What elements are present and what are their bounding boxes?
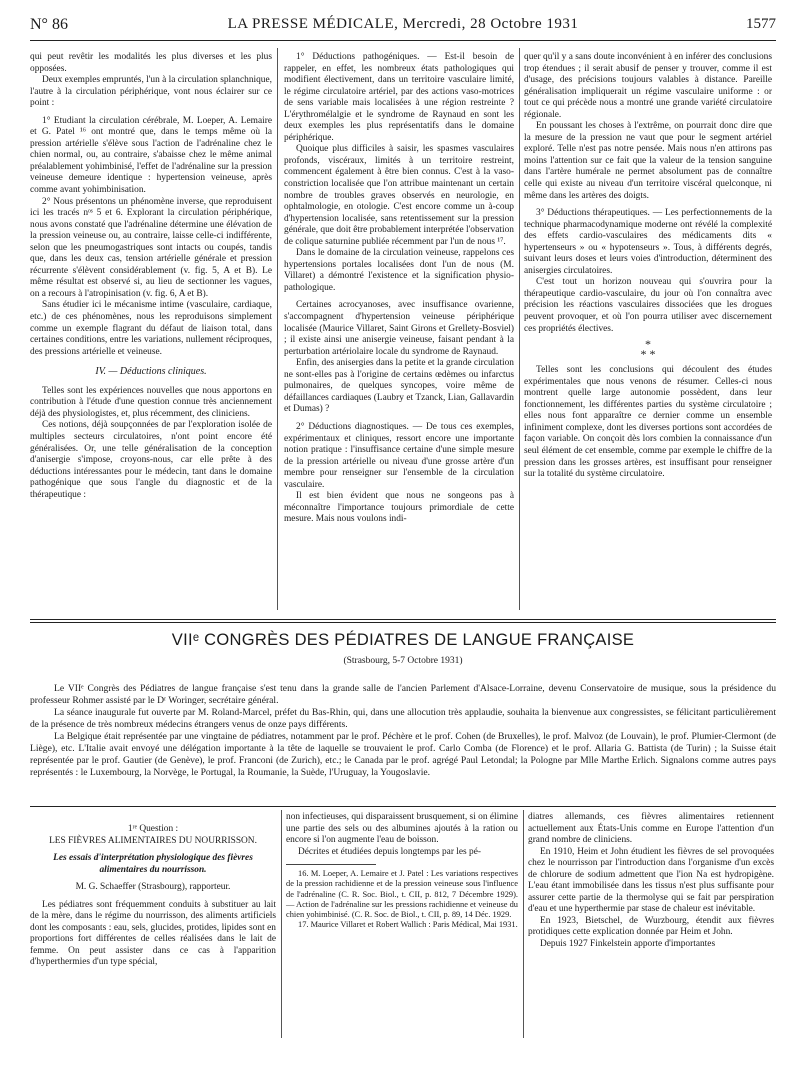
congress-column-3 xyxy=(528,812,774,951)
paragraph: Décrites et étudiées depuis longtemps par les pé- xyxy=(298,846,482,857)
article-column-1 xyxy=(30,52,272,501)
paragraph: Deux exemples empruntés, l'un à la circulation splanchnique, l'autre à la circulation périphérique, vont nous éclairer sur ce point : xyxy=(30,75,273,109)
section-rule xyxy=(30,622,776,623)
congress-column-2 xyxy=(286,812,518,930)
article-column-2 xyxy=(284,52,514,526)
question-number: 1ʳᵉ Question : xyxy=(127,824,179,834)
paragraph: Certaines acrocyanoses, avec insuffisance ovarienne, s'accompagnent d'hypertension veineuse périphérique localisée (Maurice Villaret, Saint Girons et Grellety-Bosviel) ; il existe ainsi une anisergie veineuse, faisant pendant à la perturbation artériolaire locale du syndrome de Raynaud. xyxy=(284,300,514,357)
page-header xyxy=(30,14,776,41)
paragraph: Sans étudier ici le mécanisme intime (vasculaire, cardiaque, etc.) de ces phénomènes, nous les reproduisons simplement comme un exemple flagrant du défaut de liaison total, dans certaines conditions, entre les variations, nullement réciproques, des pressions artérielle et veineuse. xyxy=(30,300,272,357)
column-rule xyxy=(519,48,520,610)
journal-title: LA PRESSE MÉDICALE, Mercredi, 28 Octobre 1931 xyxy=(227,16,579,32)
paragraph: En 1910, Heim et John étudient les fièvres de sel provoquées chez le nourrisson par l'introduction dans l'organisme d'un excès de chlorure de sodium admettent que l'ion Na est hydropigène. L'eau étant immobilisée dans les tissus n'est plus suffisante pour assurer cette partie de la thermolyse qui se fait par perspiration d'eau et une hyperthermie par stase de chaleur est inévitable. xyxy=(528,846,774,915)
congress-title: VIIᵉ CONGRÈS DES PÉDIATRES DE LANGUE FRANÇAISE xyxy=(171,631,635,649)
column-rule xyxy=(281,810,282,1038)
congress-column-1 xyxy=(30,824,276,969)
essay-title: Les essais d'interprétation physiologique des fièvres alimentaires du nourrisson. xyxy=(53,853,253,875)
paragraph: 1° Déductions pathogéniques. — Est-il besoin de rappeler, en effet, les nombreux états pathologiques qui modifient électivement, dans un territoire vasculaire limité, le régime circulatoire artériel, par des actions vaso-motrices de sens variable mais localisées à une région restreinte ? L'érythromélalgie et le syndrome de Raynaud en sont les deux exemples les plus représentatifs dans le domaine périphérique. xyxy=(284,52,514,143)
paragraph: Quoique plus difficiles à saisir, les spasmes vasculaires profonds, viscéraux, limités à un territoire restreint, commencent également à être bien connus. C'est à la vaso-constriction localisée que l'on attribue maintenant un certain nombre de troubles graves observés en neurologie, en ophtalmologie, en otologie. C'est encore comme un à-coup d'hypertension localisée, sans retentissement sur la pression générale, que doit être probablement interprétée l'observation de colique saturnine publiée récemment par l'un de nous ¹⁷. xyxy=(284,144,514,247)
rapporteur: M. G. Schaeffer (Strasbourg), rapporteur. xyxy=(75,882,231,893)
issue-number: N° 86 xyxy=(30,16,68,33)
footnote-17: 17. Maurice Villaret et Robert Wallich : Paris Médical, Mai 1931. xyxy=(298,920,518,930)
section-heading: IV. — Déductions cliniques. xyxy=(95,366,207,378)
paragraph: 1° Etudiant la circulation cérébrale, M. Loeper, A. Lemaire et G. Patel ¹⁶ ont montré que, dans le temps même où la pression artérielle s'élève sous l'action de l'adrénaline chez le chien normal, ou, au contraire, s'abaisse chez le même animal préalablement yohimbinisé, l'effet de l'adrénaline sur la pression veineuse demeure identique : hypertension veineuse, après comme avant yohimbinisation. xyxy=(30,115,272,196)
column-rule xyxy=(277,48,278,610)
section-separator-stars: * * * xyxy=(640,337,656,362)
page-number: 1577 xyxy=(746,16,776,32)
paragraph: 2° Nous présentons un phénomène inverse, que reproduisent ici les tracés nᵒˢ 5 et 6. Explorant la circulation périphérique, nous avons constaté que l'adrénaline détermine une élévation de la pression veineuse ou, au contraire, laisse celle-ci indifférente, selon que les pneumogastriques sont intacts ou coupés, tandis que, dans les deux cas, tension artérielle générale et pression récurrente s'élèvent considérablement (v. fig. 5, A et B). Le même résultat est observé si, au lieu de sectionner les vagues, on a recours à l'atropinisation (v. fig. 6, A et B). xyxy=(30,196,272,299)
paragraph: Ces notions, déjà soupçonnées de par l'exploration isolée de multiples secteurs circulatoires, n'ont point encore été généralisées. Or, une telle généralisation de la conception d'anisergie s'impose, croyons-nous, car elle prête à des déductions intéressantes pour le médecin, tant dans le domaine pathogénique que sous l'angle du diagnostic et de la thérapeutique : xyxy=(30,420,272,500)
paragraph: Dans le domaine de la circulation veineuse, rappelons ces hypertensions portales localisées dont l'un de nous (M. Villaret) a démontré l'existence et la signification physio-pathologique. xyxy=(284,248,514,293)
footnote-rule xyxy=(286,864,376,865)
paragraph: 3° Déductions thérapeutiques. — Les perfectionnements de la technique pharmacodynamique moderne ont révélé la complexité des effets cardio-vasculaires des médicaments dits « hypertenseurs » ou « hypotenseurs ». Tous, à différents degrés, suivant leurs doses et leurs voies d'introduction, déterminent des anisergies circulatoires. xyxy=(524,208,772,276)
paragraph: Le VIIᵉ Congrès des Pédiatres de langue française s'est tenu dans la grande salle de l'ancien Parlement d'Alsace-Lorraine, devenu Conservatoire de musique, sous la présidence du professeur Rohmer assisté par le Dʳ Woringer, secrétaire général. xyxy=(30,683,776,706)
paragraph: quer qu'il y a sans doute inconvénient à en inférer des conclusions trop étendues ; il serait abusif de penser y trouver, comme il est d'usage, des précisions toujours valables à distance. Pareille généralisation impliquerait un régime vasculaire uniforme : or tout ce qui précède nous a montré une grande variété circulatoire régionale. xyxy=(524,52,772,120)
paragraph: Enfin, des anisergies dans la petite et la grande circulation ne sont-elles pas à l'origine de certains œdèmes ou infarctus pulmonaires, de quelques syncopes, voire même de défaillances cardiaques (Laubry et Tzanck, Lian, Gallavardin et Dumas) ? xyxy=(284,358,514,415)
paragraph: Telles sont les conclusions qui découlent des études expérimentales que nous venons de résumer. Celles-ci nous montrent quelle large autonomie possèdent, dans leur fonctionnement, les différentes parties du système circulatoire ; elles nous font apparaître ce dernier comme un ensemble infiniment complexe, dont les diverses portions sont accordées de façon variable. On conçoit dès lors combien la connaissance d'un seul élément de cet ensemble, comme par exemple le chiffre de la pression dans les grosses artères, est insuffisant pour renseigner sur la totalité du système circulatoire. xyxy=(524,365,772,480)
question-title: LES FIÈVRES ALIMENTAIRES DU NOURRISSON. xyxy=(49,835,257,846)
paragraph: 2° Déductions diagnostiques. — De tous ces exemples, expérimentaux et cliniques, ressort encore une importante notion pratique : l'insuffisance certaine d'une simple mesure de la pression artérielle ou niveau d'une grosse artère d'un membre pour renseigner sur l'ensemble de la circulation vasculaire. xyxy=(284,421,514,490)
paragraph: En 1923, Bietschel, de Wurzbourg, étendit aux fièvres protidiques cette explication donnée par Heim et John. xyxy=(528,915,774,938)
paragraph: Les pédiatres sont fréquemment conduits à substituer au lait de la mère, dans le régime du nourrisson, des aliments artificiels dont les composants : eau, sels, glucides, protides, lipides sont en proportions fort différentes de celles réalisées dans le lait de femme. On peut assister dans ce cas à l'apparition d'hyperthermies d'un type spécial, xyxy=(30,899,276,968)
footnote-16: 16. M. Loeper, A. Lemaire et J. Patel : Les variations respectives de la pression rachidienne et de la pression veineuse sous l'influence de l'adrénaline (C. R. Soc. Biol., t. CII, p. 812, 7 Décembre 1929). — Action de l'adrénaline sur les pressions rachidienne et veineuse du chien yohimbinisé. (C. R. Soc. de Biol., t. CII, p. 89, 14 Déc. 1929. xyxy=(286,869,518,919)
paragraph: diatres allemands, ces fièvres alimentaires retiennent actuellement aux États-Unis comme en Europe l'attention d'un grand nombre de cliniciens. xyxy=(528,812,774,846)
paragraph: Telles sont les expériences nouvelles que nous apportons en contribution à l'étude d'une question connue très anciennement déjà des physiologistes, et, plus récemment, des cliniciens. xyxy=(30,385,272,419)
section-rule xyxy=(30,806,776,807)
paragraph: qui peut revêtir les modalités les plus diverses et les plus opposées. xyxy=(30,52,272,74)
paragraph: non infectieuses, qui disparaissent brusquement, si on élimine une partie des sels ou des albumines ajoutés à la ration ou encore si l'on augmente l'eau de boisson. xyxy=(286,812,518,846)
column-rule xyxy=(523,810,524,1038)
congress-intro xyxy=(30,683,776,779)
section-rule xyxy=(30,619,776,620)
paragraph: La Belgique était représentée par une vingtaine de pédiatres, notamment par le prof. Péchère et le prof. Cohen (de Bruxelles), le prof. Malvoz (de Louvain), le prof. Plumier-Clermont (de Liège), etc. L'Italie avait envoyé une délégation importante à la tête de laquelle se trouvaient le prof. Carlo Comba (de Florence) et le prof. Allaria G. Battista (de Turin) ; la Suisse était représentée par le prof. Gautier (de Genève), le prof. Franconi (de Zurich), etc.; le Canada par le prof. agrégé Paul Letondal; la Pologne par Mlle Marthe Erlich. Signalons comme autres pays représentés : le Luxembourg, la Norvège, le Portugal, la Roumanie, la Suède, l'Uruguay, la Yougoslavie. xyxy=(30,731,776,778)
article-column-3 xyxy=(524,52,772,481)
paragraph: En poussant les choses à l'extrême, on pourrait donc dire que la mesure de la pression ne vaut que pour le segment artériel exploré. Telle n'est pas notre pensée. Mais nous n'en attirons pas moins l'attention sur ce fait que la valeur de la tension sanguine dans l'artère humérale ne permet absolument pas de connaître celle qui existe au niveau d'un territoire viscéral quelconque, ni même dans les artères des doigts. xyxy=(524,121,772,201)
paragraph: C'est tout un horizon nouveau qui s'ouvrira pour la thérapeutique cardio-vasculaire, du jour où l'on connaîtra avec précision les réactions vasculaires dissociées que les drogues peuvent provoquer, et où l'on pourra utiliser avec discernement ces propriétés électives. xyxy=(524,277,772,334)
paragraph: Depuis 1927 Finkelstein apporte d'importantes xyxy=(540,939,716,950)
paragraph: Il est bien évident que nous ne songeons pas à méconnaître l'importance toujours primordiale de cette mesure. Mais nous voulons indi- xyxy=(284,491,514,525)
paragraph: La séance inaugurale fut ouverte par M. Roland-Marcel, préfet du Bas-Rhin, qui, dans une allocution très applaudie, souhaita la bienvenue aux congressistes, se félicitant particulièrement de la présence de très nombreux médecins étrangers venus de onze pays différents. xyxy=(30,707,776,730)
congress-subtitle: (Strasbourg, 5-7 Octobre 1931) xyxy=(343,656,463,666)
